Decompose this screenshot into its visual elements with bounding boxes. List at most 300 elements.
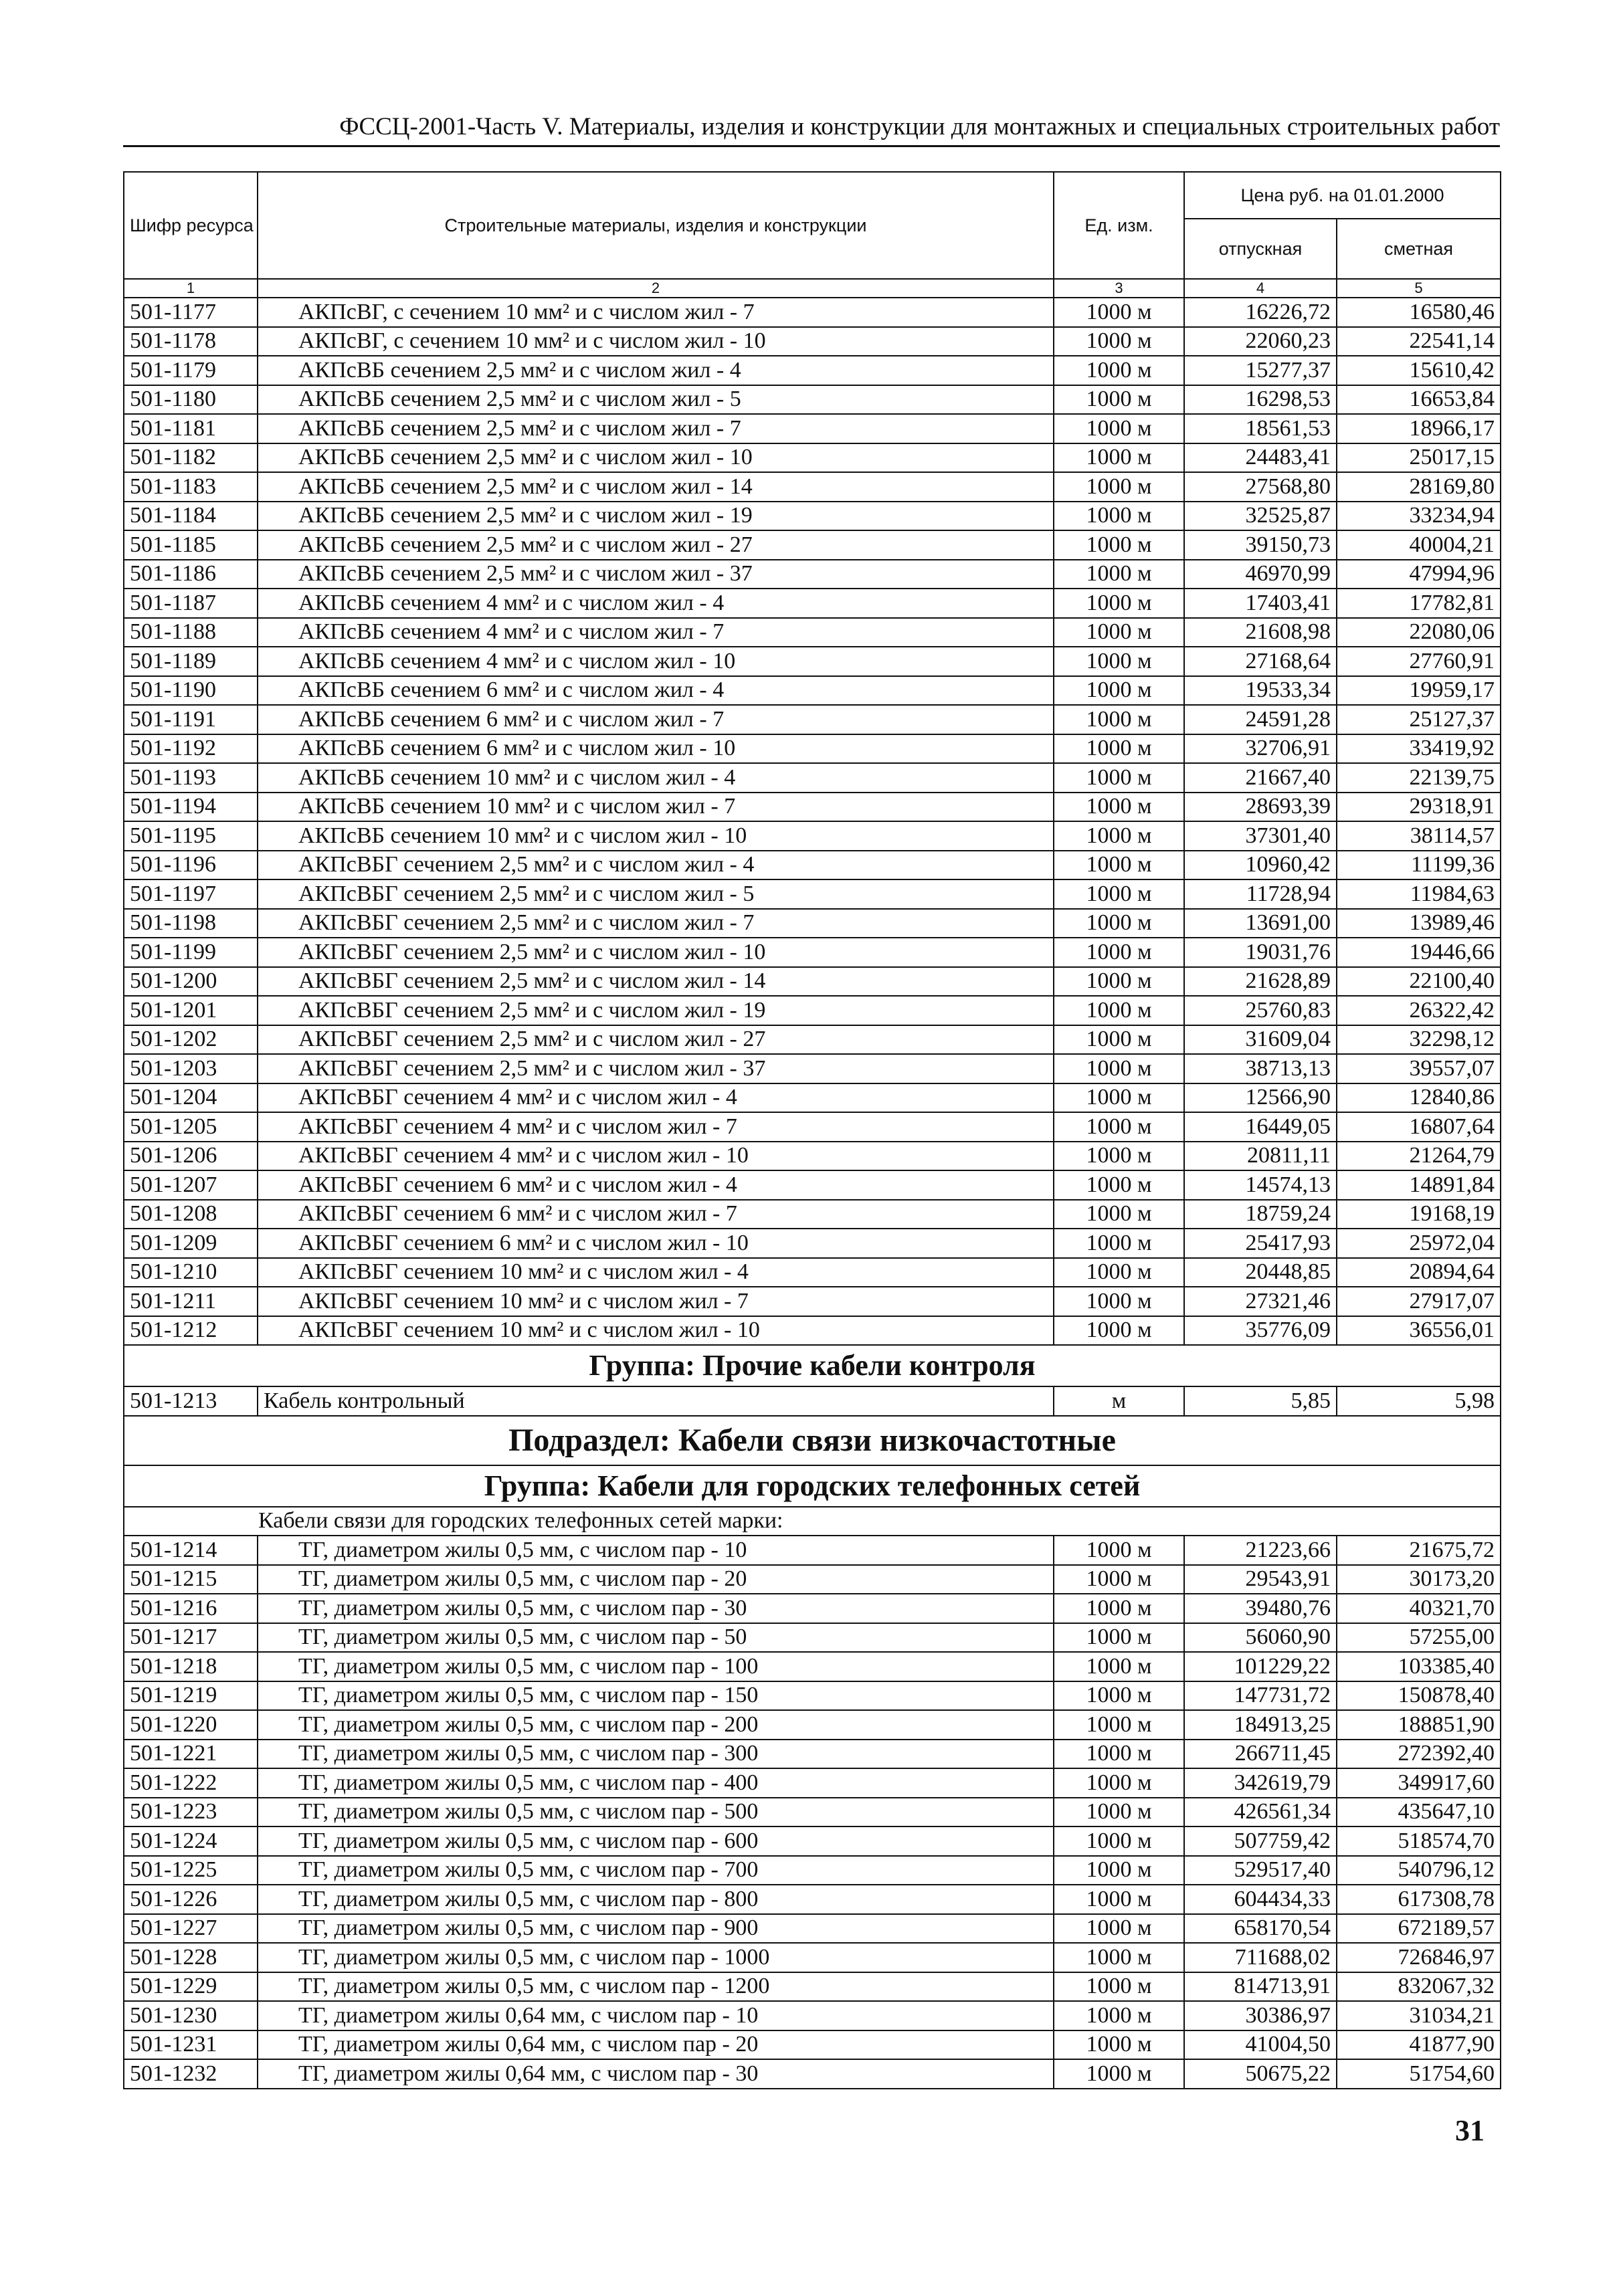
- table-row: [124, 1885, 1501, 1914]
- table-row: [124, 851, 1501, 880]
- unit-cell: 1000 м: [1054, 1112, 1184, 1142]
- release-price-cell: 15277,37: [1184, 356, 1337, 385]
- table-row: [124, 967, 1501, 997]
- release-price-cell: 266711,45: [1184, 1740, 1337, 1769]
- resource-code-cell: 501-1214: [124, 1536, 258, 1565]
- col-number-5: 5: [1337, 279, 1501, 298]
- table-row: [124, 996, 1501, 1025]
- table-row: [124, 879, 1501, 909]
- estimate-price-cell: 14891,84: [1337, 1170, 1501, 1200]
- estimate-price-cell: 41877,90: [1337, 2030, 1501, 2060]
- material-name-cell: АКПсВБ сечением 10 мм² и с числом жил - 4: [258, 763, 1054, 793]
- table-body: [124, 298, 1501, 2089]
- unit-cell: 1000 м: [1054, 385, 1184, 415]
- unit-cell: 1000 м: [1054, 879, 1184, 909]
- material-name-cell: АКПсВГ, с сечением 10 мм² и с числом жил - 10: [258, 327, 1054, 356]
- resource-code-cell: 501-1221: [124, 1740, 258, 1769]
- table-row: [124, 676, 1501, 706]
- estimate-price-cell: 22541,14: [1337, 327, 1501, 356]
- unit-cell: 1000 м: [1054, 1827, 1184, 1856]
- unit-cell: 1000 м: [1054, 589, 1184, 618]
- release-price-cell: 101229,22: [1184, 1652, 1337, 1681]
- unit-cell: 1000 м: [1054, 705, 1184, 734]
- release-price-cell: 529517,40: [1184, 1856, 1337, 1885]
- resource-code-cell: 501-1223: [124, 1798, 258, 1827]
- unit-cell: 1000 м: [1054, 938, 1184, 967]
- table-row: [124, 647, 1501, 676]
- release-price-cell: 32706,91: [1184, 734, 1337, 764]
- unit-cell: 1000 м: [1054, 1681, 1184, 1711]
- material-name-cell: АКПсВБ сечением 2,5 мм² и с числом жил - 19: [258, 502, 1054, 531]
- material-name-cell: АКПсВБГ сечением 6 мм² и с числом жил - 7: [258, 1200, 1054, 1229]
- resource-code-cell: 501-1231: [124, 2030, 258, 2060]
- unit-cell: 1000 м: [1054, 1054, 1184, 1083]
- estimate-price-cell: 26322,42: [1337, 996, 1501, 1025]
- release-price-cell: 18759,24: [1184, 1200, 1337, 1229]
- unit-cell: 1000 м: [1054, 2001, 1184, 2030]
- estimate-price-cell: 103385,40: [1337, 1652, 1501, 1681]
- estimate-price-cell: 540796,12: [1337, 1856, 1501, 1885]
- release-price-cell: 14574,13: [1184, 1170, 1337, 1200]
- table-row: [124, 734, 1501, 764]
- release-price-cell: 13691,00: [1184, 909, 1337, 938]
- unit-cell: м: [1054, 1386, 1184, 1416]
- table-header: [124, 172, 1501, 298]
- estimate-price-cell: 25017,15: [1337, 443, 1501, 473]
- release-price-cell: 39150,73: [1184, 530, 1337, 560]
- estimate-price-cell: 30173,20: [1337, 1565, 1501, 1594]
- unit-cell: 1000 м: [1054, 2059, 1184, 2089]
- section-heading: Группа: Прочие кабели контроля: [124, 1345, 1501, 1386]
- table-row: [124, 705, 1501, 734]
- estimate-price-cell: 12840,86: [1337, 1083, 1501, 1113]
- estimate-price-cell: 51754,60: [1337, 2059, 1501, 2089]
- release-price-cell: 21608,98: [1184, 618, 1337, 647]
- table-row: [124, 414, 1501, 443]
- material-name-cell: ТГ, диаметром жилы 0,5 мм, с числом пар - 700: [258, 1856, 1054, 1885]
- unit-cell: 1000 м: [1054, 2030, 1184, 2060]
- release-price-cell: 35776,09: [1184, 1316, 1337, 1346]
- estimate-price-cell: 36556,01: [1337, 1316, 1501, 1346]
- material-name-cell: АКПсВБ сечением 6 мм² и с числом жил - 10: [258, 734, 1054, 764]
- unit-cell: 1000 м: [1054, 1885, 1184, 1914]
- material-name-cell: АКПсВБГ сечением 2,5 мм² и с числом жил - 7: [258, 909, 1054, 938]
- release-price-cell: 50675,22: [1184, 2059, 1337, 2089]
- resource-code-cell: 501-1189: [124, 647, 258, 676]
- estimate-price-cell: 40004,21: [1337, 530, 1501, 560]
- material-name-cell: АКПсВБГ сечением 2,5 мм² и с числом жил - 27: [258, 1025, 1054, 1055]
- unit-cell: 1000 м: [1054, 327, 1184, 356]
- table-row: [124, 1025, 1501, 1055]
- col-number-4: 4: [1184, 279, 1337, 298]
- resource-code-cell: 501-1193: [124, 763, 258, 793]
- material-name-cell: ТГ, диаметром жилы 0,5 мм, с числом пар - 800: [258, 1885, 1054, 1914]
- estimate-price-cell: 25972,04: [1337, 1229, 1501, 1258]
- estimate-price-cell: 33234,94: [1337, 502, 1501, 531]
- unit-cell: 1000 м: [1054, 1083, 1184, 1113]
- material-name-cell: АКПсВБ сечением 2,5 мм² и с числом жил - 4: [258, 356, 1054, 385]
- table-row: [124, 1287, 1501, 1316]
- resource-code-cell: 501-1220: [124, 1710, 258, 1740]
- release-price-cell: 18561,53: [1184, 414, 1337, 443]
- estimate-price-cell: 16580,46: [1337, 298, 1501, 327]
- table-row: [124, 1740, 1501, 1769]
- table-row: [124, 793, 1501, 822]
- material-name-cell: АКПсВБГ сечением 2,5 мм² и с числом жил - 14: [258, 967, 1054, 997]
- release-price-cell: 39480,76: [1184, 1594, 1337, 1623]
- release-price-cell: 814713,91: [1184, 1972, 1337, 2002]
- material-name-cell: АКПсВБГ сечением 10 мм² и с числом жил - 10: [258, 1316, 1054, 1346]
- table-row: [124, 1914, 1501, 1944]
- material-name-cell: ТГ, диаметром жилы 0,5 мм, с числом пар - 10: [258, 1536, 1054, 1565]
- resource-code-cell: 501-1183: [124, 472, 258, 502]
- table-row: [124, 1316, 1501, 1346]
- resource-code-cell: 501-1229: [124, 1972, 258, 2002]
- material-name-cell: АКПсВГ, с сечением 10 мм² и с числом жил - 7: [258, 298, 1054, 327]
- table-row: [124, 502, 1501, 531]
- resource-code-cell: 501-1216: [124, 1594, 258, 1623]
- material-name-cell: АКПсВБГ сечением 2,5 мм² и с числом жил - 19: [258, 996, 1054, 1025]
- section-heading: Подраздел: Кабели связи низкочастотные: [124, 1416, 1501, 1465]
- resource-code-cell: 501-1207: [124, 1170, 258, 1200]
- unit-cell: 1000 м: [1054, 1914, 1184, 1944]
- estimate-price-cell: 22139,75: [1337, 763, 1501, 793]
- release-price-cell: 27168,64: [1184, 647, 1337, 676]
- unit-cell: 1000 м: [1054, 1652, 1184, 1681]
- page-header: ФССЦ-2001-Часть V. Материалы, изделия и конструкции для монтажных и специальных строительных работ: [123, 112, 1500, 147]
- subsection-heading-row: [124, 1416, 1501, 1465]
- material-name-cell: АКПсВБГ сечением 10 мм² и с числом жил - 7: [258, 1287, 1054, 1316]
- resource-code-cell: 501-1203: [124, 1054, 258, 1083]
- unit-cell: 1000 м: [1054, 414, 1184, 443]
- estimate-price-cell: 21675,72: [1337, 1536, 1501, 1565]
- note-row: [124, 1507, 1501, 1536]
- estimate-price-cell: 19168,19: [1337, 1200, 1501, 1229]
- material-name-cell: ТГ, диаметром жилы 0,5 мм, с числом пар - 30: [258, 1594, 1054, 1623]
- material-name-cell: ТГ, диаметром жилы 0,5 мм, с числом пар - 50: [258, 1623, 1054, 1653]
- release-price-cell: 5,85: [1184, 1386, 1337, 1416]
- resource-code-cell: 501-1181: [124, 414, 258, 443]
- unit-cell: 1000 м: [1054, 851, 1184, 880]
- release-price-cell: 25417,93: [1184, 1229, 1337, 1258]
- table-row: [124, 443, 1501, 473]
- release-price-cell: 10960,42: [1184, 851, 1337, 880]
- resource-code-cell: 501-1208: [124, 1200, 258, 1229]
- estimate-price-cell: 16653,84: [1337, 385, 1501, 415]
- unit-cell: 1000 м: [1054, 356, 1184, 385]
- unit-cell: 1000 м: [1054, 793, 1184, 822]
- material-name-cell: АКПсВБ сечением 10 мм² и с числом жил - 10: [258, 821, 1054, 851]
- col-release-header: отпускная: [1184, 219, 1337, 279]
- estimate-price-cell: 15610,42: [1337, 356, 1501, 385]
- table-row: [124, 909, 1501, 938]
- estimate-price-cell: 31034,21: [1337, 2001, 1501, 2030]
- unit-cell: 1000 м: [1054, 298, 1184, 327]
- unit-cell: 1000 м: [1054, 1287, 1184, 1316]
- material-name-cell: ТГ, диаметром жилы 0,5 мм, с числом пар - 1000: [258, 1943, 1054, 1972]
- material-name-cell: АКПсВБ сечением 4 мм² и с числом жил - 10: [258, 647, 1054, 676]
- material-name-cell: ТГ, диаметром жилы 0,64 мм, с числом пар - 20: [258, 2030, 1054, 2060]
- release-price-cell: 20448,85: [1184, 1258, 1337, 1287]
- resource-code-cell: 501-1177: [124, 298, 258, 327]
- estimate-price-cell: 18966,17: [1337, 414, 1501, 443]
- col-estimate-header: сметная: [1337, 219, 1501, 279]
- estimate-price-cell: 272392,40: [1337, 1740, 1501, 1769]
- resource-code-cell: 501-1187: [124, 589, 258, 618]
- material-name-cell: АКПсВБ сечением 10 мм² и с числом жил - 7: [258, 793, 1054, 822]
- estimate-price-cell: 57255,00: [1337, 1623, 1501, 1653]
- table-row: [124, 1229, 1501, 1258]
- release-price-cell: 27568,80: [1184, 472, 1337, 502]
- material-name-cell: ТГ, диаметром жилы 0,5 мм, с числом пар - 150: [258, 1681, 1054, 1711]
- resource-code-cell: 501-1209: [124, 1229, 258, 1258]
- release-price-cell: 507759,42: [1184, 1827, 1337, 1856]
- estimate-price-cell: 22080,06: [1337, 618, 1501, 647]
- table-row: [124, 472, 1501, 502]
- release-price-cell: 16298,53: [1184, 385, 1337, 415]
- resource-code-cell: 501-1210: [124, 1258, 258, 1287]
- resource-code-cell: 501-1186: [124, 560, 258, 589]
- table-row: [124, 1386, 1501, 1416]
- estimate-price-cell: 11984,63: [1337, 879, 1501, 909]
- resource-code-cell: 501-1213: [124, 1386, 258, 1416]
- col-name-header: Строительные материалы, изделия и конструкции: [258, 172, 1054, 279]
- release-price-cell: 29543,91: [1184, 1565, 1337, 1594]
- table-row: [124, 1710, 1501, 1740]
- material-name-cell: АКПсВБ сечением 6 мм² и с числом жил - 4: [258, 676, 1054, 706]
- resource-code-cell: 501-1215: [124, 1565, 258, 1594]
- release-price-cell: 342619,79: [1184, 1768, 1337, 1798]
- table-row: [124, 2059, 1501, 2089]
- estimate-price-cell: 5,98: [1337, 1386, 1501, 1416]
- resource-code-cell: 501-1219: [124, 1681, 258, 1711]
- material-name-cell: ТГ, диаметром жилы 0,5 мм, с числом пар - 300: [258, 1740, 1054, 1769]
- resource-code-cell: 501-1232: [124, 2059, 258, 2089]
- release-price-cell: 28693,39: [1184, 793, 1337, 822]
- material-name-cell: АКПсВБГ сечением 2,5 мм² и с числом жил - 5: [258, 879, 1054, 909]
- unit-cell: 1000 м: [1054, 560, 1184, 589]
- unit-cell: 1000 м: [1054, 967, 1184, 997]
- table-row: [124, 385, 1501, 415]
- unit-cell: 1000 м: [1054, 618, 1184, 647]
- col-number-1: 1: [124, 279, 258, 298]
- unit-cell: 1000 м: [1054, 676, 1184, 706]
- resource-code-cell: 501-1194: [124, 793, 258, 822]
- group-heading-row: [124, 1345, 1501, 1386]
- estimate-price-cell: 11199,36: [1337, 851, 1501, 880]
- price-table: [123, 171, 1501, 2089]
- release-price-cell: 32525,87: [1184, 502, 1337, 531]
- material-name-cell: ТГ, диаметром жилы 0,5 мм, с числом пар - 100: [258, 1652, 1054, 1681]
- estimate-price-cell: 39557,07: [1337, 1054, 1501, 1083]
- release-price-cell: 31609,04: [1184, 1025, 1337, 1055]
- table-row: [124, 356, 1501, 385]
- table-row: [124, 1827, 1501, 1856]
- release-price-cell: 38713,13: [1184, 1054, 1337, 1083]
- estimate-price-cell: 13989,46: [1337, 909, 1501, 938]
- unit-cell: 1000 м: [1054, 1565, 1184, 1594]
- release-price-cell: 19533,34: [1184, 676, 1337, 706]
- group-heading-row: [124, 1465, 1501, 1507]
- release-price-cell: 658170,54: [1184, 1914, 1337, 1944]
- material-name-cell: АКПсВБ сечением 2,5 мм² и с числом жил - 7: [258, 414, 1054, 443]
- unit-cell: 1000 м: [1054, 1856, 1184, 1885]
- estimate-price-cell: 832067,32: [1337, 1972, 1501, 2002]
- col-price-header: Цена руб. на 01.01.2000: [1184, 172, 1501, 219]
- estimate-price-cell: 17782,81: [1337, 589, 1501, 618]
- resource-code-cell: 501-1191: [124, 705, 258, 734]
- material-name-cell: АКПсВБ сечением 2,5 мм² и с числом жил - 5: [258, 385, 1054, 415]
- resource-code-cell: 501-1192: [124, 734, 258, 764]
- release-price-cell: 20811,11: [1184, 1142, 1337, 1171]
- resource-code-cell: 501-1226: [124, 1885, 258, 1914]
- table-row: [124, 1681, 1501, 1711]
- unit-cell: 1000 м: [1054, 443, 1184, 473]
- estimate-price-cell: 40321,70: [1337, 1594, 1501, 1623]
- release-price-cell: 12566,90: [1184, 1083, 1337, 1113]
- resource-code-cell: 501-1178: [124, 327, 258, 356]
- table-row: [124, 1112, 1501, 1142]
- release-price-cell: 17403,41: [1184, 589, 1337, 618]
- material-name-cell: АКПсВБ сечением 2,5 мм² и с числом жил - 10: [258, 443, 1054, 473]
- table-row: [124, 298, 1501, 327]
- material-name-cell: АКПсВБ сечением 4 мм² и с числом жил - 4: [258, 589, 1054, 618]
- note-text: Кабели связи для городских телефонных сетей марки:: [124, 1507, 1501, 1536]
- release-price-cell: 30386,97: [1184, 2001, 1337, 2030]
- table-row: [124, 560, 1501, 589]
- material-name-cell: АКПсВБГ сечением 4 мм² и с числом жил - 10: [258, 1142, 1054, 1171]
- release-price-cell: 56060,90: [1184, 1623, 1337, 1653]
- unit-cell: 1000 м: [1054, 1536, 1184, 1565]
- release-price-cell: 27321,46: [1184, 1287, 1337, 1316]
- resource-code-cell: 501-1188: [124, 618, 258, 647]
- table-row: [124, 1054, 1501, 1083]
- material-name-cell: АКПсВБГ сечением 6 мм² и с числом жил - 10: [258, 1229, 1054, 1258]
- material-name-cell: АКПсВБ сечением 2,5 мм² и с числом жил - 37: [258, 560, 1054, 589]
- estimate-price-cell: 33419,92: [1337, 734, 1501, 764]
- estimate-price-cell: 19959,17: [1337, 676, 1501, 706]
- resource-code-cell: 501-1180: [124, 385, 258, 415]
- table-row: [124, 327, 1501, 356]
- table-row: [124, 1536, 1501, 1565]
- release-price-cell: 184913,25: [1184, 1710, 1337, 1740]
- resource-code-cell: 501-1182: [124, 443, 258, 473]
- estimate-price-cell: 188851,90: [1337, 1710, 1501, 1740]
- col-code-header: Шифр ресурса: [124, 172, 258, 279]
- release-price-cell: 147731,72: [1184, 1681, 1337, 1711]
- estimate-price-cell: 32298,12: [1337, 1025, 1501, 1055]
- page-number: 31: [1455, 2114, 1485, 2147]
- resource-code-cell: 501-1196: [124, 851, 258, 880]
- material-name-cell: ТГ, диаметром жилы 0,5 мм, с числом пар - 20: [258, 1565, 1054, 1594]
- table-row: [124, 1594, 1501, 1623]
- unit-cell: 1000 м: [1054, 502, 1184, 531]
- release-price-cell: 426561,34: [1184, 1798, 1337, 1827]
- material-name-cell: ТГ, диаметром жилы 0,64 мм, с числом пар - 30: [258, 2059, 1054, 2089]
- material-name-cell: АКПсВБ сечением 2,5 мм² и с числом жил - 14: [258, 472, 1054, 502]
- release-price-cell: 19031,76: [1184, 938, 1337, 967]
- material-name-cell: АКПсВБГ сечением 4 мм² и с числом жил - 7: [258, 1112, 1054, 1142]
- release-price-cell: 11728,94: [1184, 879, 1337, 909]
- material-name-cell: АКПсВБ сечением 6 мм² и с числом жил - 7: [258, 705, 1054, 734]
- table-row: [124, 618, 1501, 647]
- resource-code-cell: 501-1217: [124, 1623, 258, 1653]
- resource-code-cell: 501-1211: [124, 1287, 258, 1316]
- estimate-price-cell: 27917,07: [1337, 1287, 1501, 1316]
- resource-code-cell: 501-1228: [124, 1943, 258, 1972]
- resource-code-cell: 501-1185: [124, 530, 258, 560]
- col-unit-header: Ед. изм.: [1054, 172, 1184, 279]
- estimate-price-cell: 435647,10: [1337, 1798, 1501, 1827]
- resource-code-cell: 501-1225: [124, 1856, 258, 1885]
- unit-cell: 1000 м: [1054, 1316, 1184, 1346]
- release-price-cell: 16226,72: [1184, 298, 1337, 327]
- table-row: [124, 1652, 1501, 1681]
- material-name-cell: АКПсВБГ сечением 2,5 мм² и с числом жил - 37: [258, 1054, 1054, 1083]
- estimate-price-cell: 25127,37: [1337, 705, 1501, 734]
- unit-cell: 1000 м: [1054, 1229, 1184, 1258]
- table-row: [124, 1258, 1501, 1287]
- material-name-cell: ТГ, диаметром жилы 0,5 мм, с числом пар - 200: [258, 1710, 1054, 1740]
- unit-cell: 1000 м: [1054, 1710, 1184, 1740]
- material-name-cell: АКПсВБГ сечением 10 мм² и с числом жил - 4: [258, 1258, 1054, 1287]
- material-name-cell: АКПсВБГ сечением 2,5 мм² и с числом жил - 4: [258, 851, 1054, 880]
- estimate-price-cell: 27760,91: [1337, 647, 1501, 676]
- table-row: [124, 1856, 1501, 1885]
- table-row: [124, 530, 1501, 560]
- release-price-cell: 37301,40: [1184, 821, 1337, 851]
- estimate-price-cell: 672189,57: [1337, 1914, 1501, 1944]
- table-row: [124, 1623, 1501, 1653]
- estimate-price-cell: 47994,96: [1337, 560, 1501, 589]
- resource-code-cell: 501-1227: [124, 1914, 258, 1944]
- resource-code-cell: 501-1230: [124, 2001, 258, 2030]
- resource-code-cell: 501-1202: [124, 1025, 258, 1055]
- material-name-cell: ТГ, диаметром жилы 0,5 мм, с числом пар - 900: [258, 1914, 1054, 1944]
- unit-cell: 1000 м: [1054, 1740, 1184, 1769]
- unit-cell: 1000 м: [1054, 530, 1184, 560]
- resource-code-cell: 501-1212: [124, 1316, 258, 1346]
- resource-code-cell: 501-1190: [124, 676, 258, 706]
- release-price-cell: 21628,89: [1184, 967, 1337, 997]
- section-heading: Группа: Кабели для городских телефонных сетей: [124, 1465, 1501, 1507]
- resource-code-cell: 501-1204: [124, 1083, 258, 1113]
- release-price-cell: 711688,02: [1184, 1943, 1337, 1972]
- unit-cell: 1000 м: [1054, 996, 1184, 1025]
- unit-cell: 1000 м: [1054, 1943, 1184, 1972]
- release-price-cell: 41004,50: [1184, 2030, 1337, 2060]
- estimate-price-cell: 16807,64: [1337, 1112, 1501, 1142]
- unit-cell: 1000 м: [1054, 1200, 1184, 1229]
- estimate-price-cell: 22100,40: [1337, 967, 1501, 997]
- table-row: [124, 1083, 1501, 1113]
- resource-code-cell: 501-1206: [124, 1142, 258, 1171]
- estimate-price-cell: 19446,66: [1337, 938, 1501, 967]
- resource-code-cell: 501-1205: [124, 1112, 258, 1142]
- unit-cell: 1000 м: [1054, 1768, 1184, 1798]
- table-row: [124, 938, 1501, 967]
- estimate-price-cell: 349917,60: [1337, 1768, 1501, 1798]
- resource-code-cell: 501-1195: [124, 821, 258, 851]
- unit-cell: 1000 м: [1054, 1623, 1184, 1653]
- release-price-cell: 25760,83: [1184, 996, 1337, 1025]
- unit-cell: 1000 м: [1054, 472, 1184, 502]
- resource-code-cell: 501-1222: [124, 1768, 258, 1798]
- release-price-cell: 22060,23: [1184, 327, 1337, 356]
- resource-code-cell: 501-1184: [124, 502, 258, 531]
- material-name-cell: ТГ, диаметром жилы 0,5 мм, с числом пар - 500: [258, 1798, 1054, 1827]
- material-name-cell: АКПсВБГ сечением 2,5 мм² и с числом жил - 10: [258, 938, 1054, 967]
